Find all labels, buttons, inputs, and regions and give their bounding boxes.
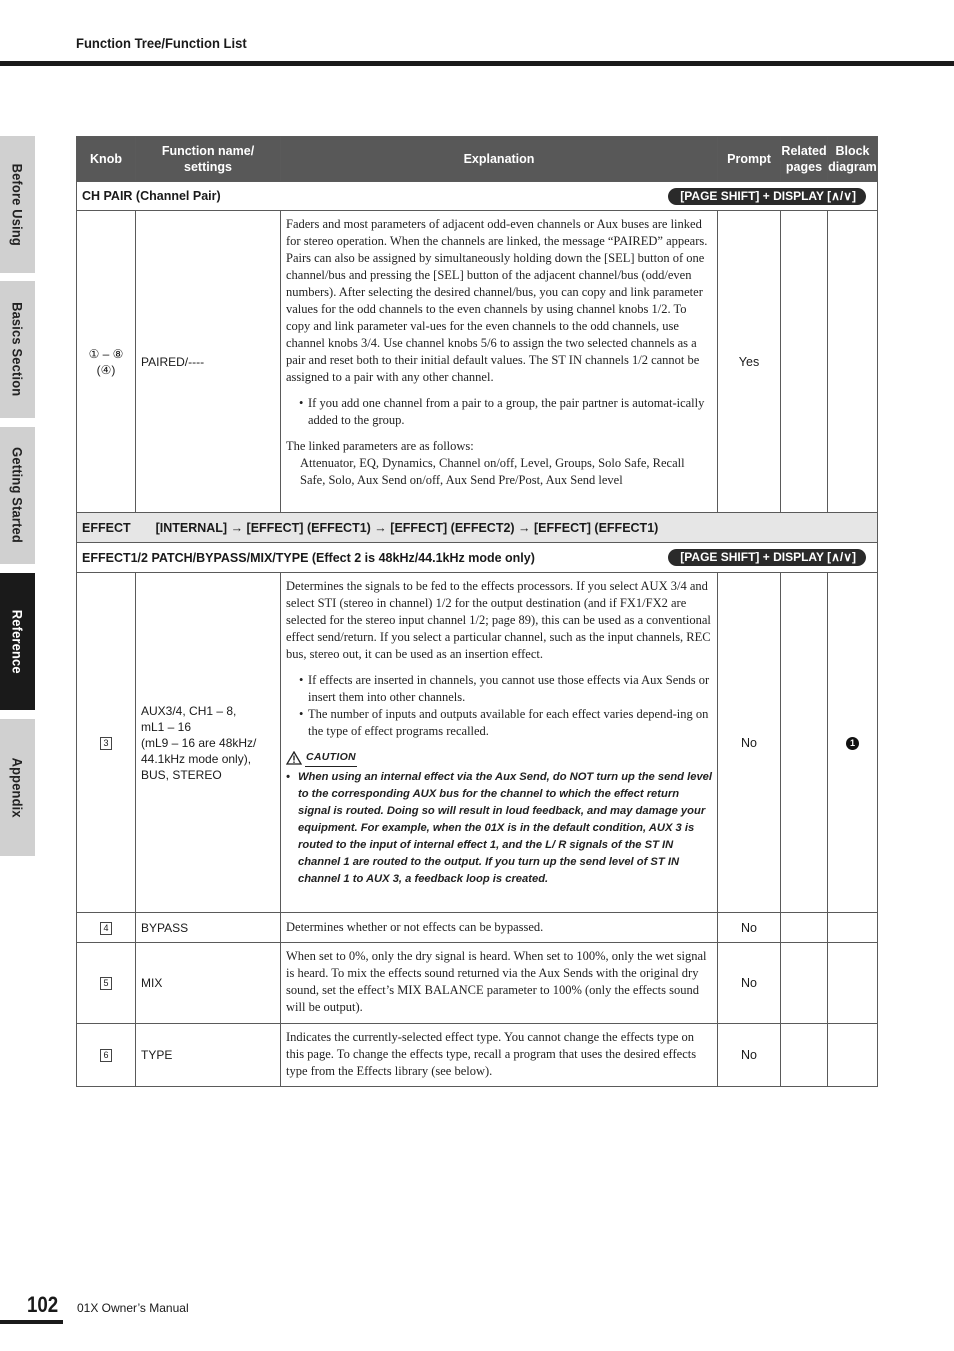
explanation-paragraph: Determines whether or not effects can be bypassed.: [286, 920, 544, 934]
function-line: BUS, STEREO: [141, 767, 222, 782]
function-name: BYPASS: [136, 913, 281, 943]
function-line: AUX3/4, CH1 – 8,: [141, 703, 237, 718]
running-header: Function Tree/Function List: [76, 35, 247, 51]
side-tab-label: Before Using: [9, 163, 26, 246]
related-pages-cell: [781, 943, 828, 1024]
header-related-pages: [781, 137, 828, 182]
explanation-paragraph: Indicates the currently-selected effect type. You cannot change the effects type on this page. To change the effects type, recall a program that uses the desired effects type from the Effects library (see below).: [286, 1030, 697, 1078]
side-tab-label: Basics Section: [9, 302, 26, 397]
related-pages-cell: [781, 573, 828, 913]
header-related-line1: Related: [781, 144, 827, 158]
function-line: 44.1kHz mode only),: [141, 751, 252, 766]
section-title: CH PAIR (Channel Pair): [82, 189, 221, 203]
header-related-line2: pages: [785, 160, 823, 174]
header-knob: Knob: [77, 137, 136, 182]
list-item: • If effects are inserted in channels, you cannot use those effects via Aux Sends or insert them into other channels.: [299, 673, 710, 704]
knob-number: 5: [100, 977, 112, 990]
knob-range: ① – ⑧: [88, 346, 124, 361]
page-number: 102: [27, 1292, 59, 1317]
header-block-diagram: [828, 137, 878, 182]
prompt-cell: No: [718, 943, 781, 1024]
section-effect-patch: [77, 543, 878, 573]
section-title: EFFECT1/2 PATCH/BYPASS/MIX/TYPE (Effect 2 is 48kHz/44.1kHz mode only): [82, 550, 535, 565]
section-effect-cell: [77, 513, 878, 543]
caution-text: • When using an internal effect via the Aux Send, do NOT turn up the send level to the corresponding AUX bus for the channel to which the effect return signal is routed. Doing so will result in loud feedback, and may damage your equipment. For example, when the 01X is in the default condition, AUX 3 is routed to the input of internal effect 1, and the L/ R signals of the ST IN channel 1 are routed to the output. If you turn up the send level of ST IN channel 1 to AUX 3, a feedback loop is created.: [286, 771, 712, 885]
bullet-list: [286, 395, 712, 429]
footer-rule: [0, 1320, 63, 1324]
table-row-patch: [77, 573, 878, 913]
function-line: (mL9 – 16 are 48kHz/: [141, 735, 257, 750]
prompt-cell: No: [718, 1024, 781, 1087]
section-effect-label: EFFECT: [82, 520, 131, 535]
block-diagram-cell: [828, 913, 878, 943]
side-tab-appendix[interactable]: [0, 719, 35, 856]
table-row-mix: [77, 943, 878, 1024]
side-tab-reference[interactable]: [0, 573, 35, 710]
function-line: mL1 – 16: [141, 719, 192, 734]
shortcut-badge: [PAGE SHIFT] + DISPLAY [∧/∨]: [668, 549, 866, 566]
list-item: • If you add one channel from a pair to a group, the pair partner is automat-ically added to the group.: [299, 396, 705, 427]
explanation-cell: [281, 573, 718, 913]
side-tab-label: Getting Started: [9, 447, 26, 544]
explanation-cell: [281, 211, 718, 513]
function-name: [136, 573, 281, 913]
explanation-cell: [281, 1024, 718, 1087]
function-name: MIX: [136, 943, 281, 1024]
header-function: [136, 137, 281, 182]
related-pages-cell: [781, 913, 828, 943]
manual-name: 01X Owner’s Manual: [77, 1301, 189, 1315]
table-row-bypass: [77, 913, 878, 943]
header-function-line1: Function name/: [161, 144, 255, 158]
table-row-type: [77, 1024, 878, 1087]
knob-cell: [77, 211, 136, 513]
function-name: PAIRED/----: [136, 211, 281, 513]
caution-heading: [286, 749, 712, 767]
function-name: TYPE: [136, 1024, 281, 1087]
caution-body: When using an internal effect via the Aux Send, do NOT turn up the send level to the corresponding AUX bus for the channel to which the effect return signal is routed. Doing so will result in loud feedback, and may damage your equipment. For example, when the 01X is in the default condition, AUX 3 is routed to the input of internal effect 1, and the L/ R signals of the ST IN channel 1 are routed to the output. If you turn up the send level of ST IN channel 1 to AUX 3, a feedback loop is created.: [298, 771, 712, 885]
explanation-paragraph: Faders and most parameters of adjacent odd-even channels or Aux buses are linked for stereo operation. When the channels are linked, the message “PAIRED” appears. Pairs can also be assigned by simultaneously holding down the [SEL] button of one channel/bus and pressing the [SEL] button of the adjacent channel/bus (odd/even numbers). After selecting the desired channel/bus, you can copy and link parameter values for the odd channels to the even channels by using channel knobs 1/2. To copy and link parameter val-ues for the even channels to the odd channels, use channel knobs 3/4. Use channel knobs 5/6 to assign the two selected channels as a pair and reset both to their initial default values. The ST IN channels 1/2 cannot be assigned to a pair with any other channel.: [286, 217, 708, 384]
explanation-cell: [281, 913, 718, 943]
block-diagram-cell: [828, 1024, 878, 1087]
explanation-cell: [281, 943, 718, 1024]
knob-cell: [77, 943, 136, 1024]
side-tab-getting-started[interactable]: [0, 427, 35, 564]
explanation-paragraph: When set to 0%, only the dry signal is heard. When set to 100%, only the wet signal is heard. To mix the effects sound returned via the Aux Sends with the original dry sound, set the effect’s MIX BALANCE parameter to 100% (only the effects sound will be output).: [286, 949, 707, 1014]
prompt-cell: Yes: [718, 211, 781, 513]
related-pages-cell: [781, 1024, 828, 1087]
bullet-text: If effects are inserted in channels, you cannot use those effects via Aux Sends or insert them into other channels.: [308, 673, 710, 704]
header-function-line2: settings: [184, 160, 232, 174]
header-explanation: Explanation: [281, 137, 718, 182]
header-block-line1: Block: [835, 144, 870, 158]
side-tab-label: Reference: [9, 609, 26, 674]
prompt-cell: No: [718, 913, 781, 943]
section-effect: [77, 513, 878, 543]
header-block-line2: diagram: [828, 160, 877, 174]
warning-icon: [286, 751, 302, 765]
table-row-paired: [77, 211, 878, 513]
knob-number: 3: [100, 737, 112, 750]
section-effect-path: [INTERNAL] → [EFFECT] (EFFECT1) → [EFFECT] (EFFECT2) → [EFFECT] (EFFECT1): [155, 520, 659, 535]
header-rule: [0, 61, 954, 66]
related-pages-cell: [781, 211, 828, 513]
knob-cell: [77, 573, 136, 913]
section-effect-patch-cell: [77, 543, 878, 573]
knob-cell: [77, 913, 136, 943]
knob-alt: (④): [96, 362, 116, 377]
block-diagram-marker: 1: [846, 737, 859, 750]
prompt-cell: No: [718, 573, 781, 913]
caution-label: CAUTION: [305, 749, 357, 767]
bullet-text: The number of inputs and outputs available for each effect varies depend-ing on the type of effect programs recalled.: [308, 707, 709, 738]
side-tab-basics-section[interactable]: [0, 281, 35, 418]
knob-number: 6: [100, 1049, 112, 1062]
bullet-text: If you add one channel from a pair to a group, the pair partner is automat-ically added to the group.: [308, 396, 705, 427]
section-ch-pair: [77, 182, 878, 211]
shortcut-badge: [PAGE SHIFT] + DISPLAY [∧/∨]: [668, 188, 866, 205]
side-tab-before-using[interactable]: [0, 136, 35, 273]
explanation-paragraph: Determines the signals to be fed to the effects processors. If you select AUX 3/4 and select STI (stereo in channel) 1/2 for the output destination (and if FX1/FX2 are selected for the stereo input channel 1/2; page 89), this can be used as a conventional effect send/return. If you select a particular channel, such as the input channels, REC bus, stereo out, it can be used as an insertion effect.: [286, 579, 711, 661]
list-item: • The number of inputs and outputs available for each effect varies depend-ing on the type of effect programs recalled.: [299, 707, 709, 738]
function-table: [76, 136, 878, 1087]
table-header-row: [77, 137, 878, 182]
side-tab-label: Appendix: [9, 757, 26, 818]
section-ch-pair-cell: [77, 182, 878, 211]
linked-parameters: Attenuator, EQ, Dynamics, Channel on/off, Level, Groups, Solo Safe, Recall Safe, Solo, Aux Send on/off, Aux Send Pre/Post, Aux Send level: [300, 456, 685, 487]
explanation-paragraph: The linked parameters are as follows:: [286, 439, 474, 453]
block-diagram-cell: [828, 211, 878, 513]
block-diagram-cell: [828, 943, 878, 1024]
knob-number: 4: [100, 922, 112, 935]
knob-cell: [77, 1024, 136, 1087]
bullet-list: [286, 672, 712, 740]
block-diagram-cell: [828, 573, 878, 913]
header-prompt: Prompt: [718, 137, 781, 182]
